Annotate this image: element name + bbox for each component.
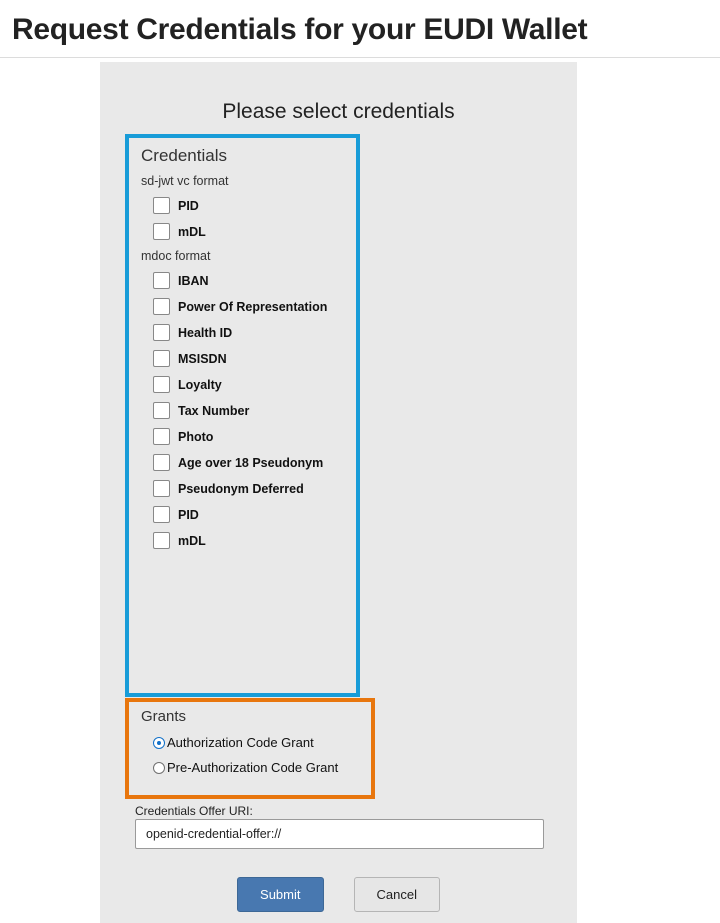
checkbox-mdl-sdjwt[interactable] xyxy=(153,223,170,240)
radio-authorization-code-grant[interactable] xyxy=(153,737,165,749)
panel-heading: Please select credentials xyxy=(222,100,455,123)
form-actions xyxy=(100,877,577,912)
grant-option-pre-authorization-code[interactable] xyxy=(153,760,361,775)
checkbox-photo[interactable] xyxy=(153,428,170,445)
credential-label[interactable]: Power Of Representation xyxy=(178,299,328,314)
grant-label[interactable]: Authorization Code Grant xyxy=(167,735,314,750)
credential-label[interactable]: Tax Number xyxy=(178,403,250,418)
credential-label[interactable]: Loyalty xyxy=(178,377,222,392)
credential-option-mdl-sdjwt[interactable] xyxy=(153,223,346,240)
credential-label[interactable]: Age over 18 Pseudonym xyxy=(178,455,324,470)
checkbox-age-over-18-pseudonym[interactable] xyxy=(153,454,170,471)
title-divider xyxy=(0,57,720,58)
credentials-offer-uri-input[interactable] xyxy=(135,819,544,849)
checkbox-pid-mdoc[interactable] xyxy=(153,506,170,523)
grants-legend: Grants xyxy=(141,708,187,725)
credential-option-age-over-18-pseudonym[interactable] xyxy=(153,454,346,471)
checkbox-pseudonym-deferred[interactable] xyxy=(153,480,170,497)
credentials-legend: Credentials xyxy=(141,146,227,165)
cancel-button[interactable]: Cancel xyxy=(354,877,440,912)
credential-option-loyalty[interactable] xyxy=(153,376,346,393)
credential-option-pseudonym-deferred[interactable] xyxy=(153,480,346,497)
credential-label[interactable]: MSISDN xyxy=(178,351,227,366)
credential-label[interactable]: Health ID xyxy=(178,325,233,340)
credential-option-tax-number[interactable] xyxy=(153,402,346,419)
credential-label[interactable]: PID xyxy=(178,198,199,213)
credential-label[interactable]: Photo xyxy=(178,429,214,444)
credential-label[interactable]: PID xyxy=(178,507,199,522)
format-label-mdoc: mdoc format xyxy=(141,249,211,263)
credential-option-power-of-representation[interactable] xyxy=(153,298,346,315)
credential-request-panel xyxy=(100,62,577,923)
credential-option-photo[interactable] xyxy=(153,428,346,445)
submit-button[interactable]: Submit xyxy=(237,877,323,912)
credential-label[interactable]: Pseudonym Deferred xyxy=(178,481,304,496)
credentials-offer-uri-label: Credentials Offer URI: xyxy=(135,804,253,818)
checkbox-tax-number[interactable] xyxy=(153,402,170,419)
credential-label[interactable]: mDL xyxy=(178,533,206,548)
grants-fieldset xyxy=(125,698,375,799)
credential-option-msisdn[interactable] xyxy=(153,350,346,367)
checkbox-mdl-mdoc[interactable] xyxy=(153,532,170,549)
checkbox-loyalty[interactable] xyxy=(153,376,170,393)
credential-option-iban[interactable] xyxy=(153,272,346,289)
checkbox-iban[interactable] xyxy=(153,272,170,289)
checkbox-power-of-representation[interactable] xyxy=(153,298,170,315)
grant-label[interactable]: Pre-Authorization Code Grant xyxy=(167,760,339,775)
page-title: Request Credentials for your EUDI Wallet xyxy=(12,13,588,46)
grant-option-authorization-code[interactable] xyxy=(153,735,361,750)
checkbox-health-id[interactable] xyxy=(153,324,170,341)
checkbox-pid-sdjwt[interactable] xyxy=(153,197,170,214)
credential-option-mdl-mdoc[interactable] xyxy=(153,532,346,549)
radio-pre-authorization-code-grant[interactable] xyxy=(153,762,165,774)
credential-option-pid-sdjwt[interactable] xyxy=(153,197,346,214)
format-label-sd-jwt: sd-jwt vc format xyxy=(141,174,229,188)
credential-label[interactable]: mDL xyxy=(178,224,206,239)
credential-label[interactable]: IBAN xyxy=(178,273,209,288)
checkbox-msisdn[interactable] xyxy=(153,350,170,367)
credential-option-health-id[interactable] xyxy=(153,324,346,341)
credentials-fieldset xyxy=(125,134,360,697)
credential-option-pid-mdoc[interactable] xyxy=(153,506,346,523)
